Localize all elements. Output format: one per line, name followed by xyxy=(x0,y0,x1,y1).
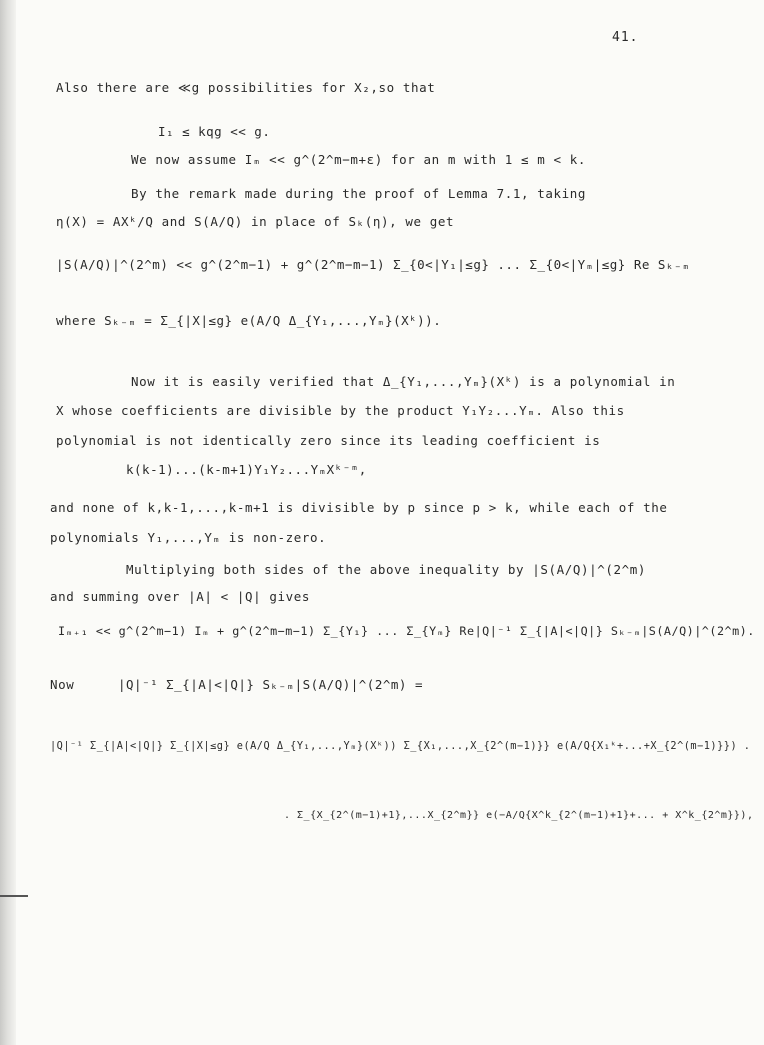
page-number: 41. xyxy=(612,30,639,45)
text-line-1: Also there are ≪g possibilities for X₂,so that xyxy=(56,80,436,95)
text-line-taking: η(X) = AXᵏ/Q and S(A/Q) in place of Sₖ(η), we get xyxy=(56,214,455,229)
text-line-coefficients: X whose coefficients are divisible by the product Y₁Y₂...Yₘ. Also this xyxy=(56,403,625,418)
text-line-remark: By the remark made during the proof of Lemma 7.1, taking xyxy=(131,186,587,201)
scan-edge-shadow xyxy=(0,0,16,1045)
equation-s-k-m: where Sₖ₋ₘ = Σ_{|X|≤g} e(A/Q Δ_{Y₁,...,Yₘ}(Xᵏ)). xyxy=(56,313,442,328)
text-line-multiplying: Multiplying both sides of the above inequality by |S(A/Q)|^(2^m) xyxy=(126,562,647,577)
text-line-now: Now xyxy=(50,677,75,692)
equation-expanded-sum: |Q|⁻¹ Σ_{|A|<|Q|} Σ_{|X|≤g} e(A/Q Δ_{Y₁,...,Yₘ}(Xᵏ)) Σ_{X₁,...,X_{2^(m−1)}} e(A/Q{X₁ᵏ+...+X_{2^(m−1)}}) . xyxy=(50,740,751,752)
text-line-polynomial: polynomial is not identically zero since its leading coefficient is xyxy=(56,433,601,448)
text-line-non-zero: polynomials Y₁,...,Yₘ is non-zero. xyxy=(50,530,327,545)
equation-leading-coefficient: k(k-1)...(k-m+1)Y₁Y₂...YₘXᵏ⁻ᵐ, xyxy=(126,462,367,477)
scan-edge-mark xyxy=(0,895,28,897)
text-line-none-divisible: and none of k,k-1,...,k-m+1 is divisible by p since p > k, while each of the xyxy=(50,500,668,515)
text-line-verified: Now it is easily verified that Δ_{Y₁,...,Yₘ}(Xᵏ) is a polynomial in xyxy=(131,374,676,389)
text-line-summing: and summing over |A| < |Q| gives xyxy=(50,589,311,604)
equation-i-m-plus-1: Iₘ₊₁ << g^(2^m−1) Iₘ + g^(2^m−m−1) Σ_{Y₁} ... Σ_{Yₘ} Re|Q|⁻¹ Σ_{|A|<|Q|} Sₖ₋ₘ|S(A/Q)|^(2^m). xyxy=(58,624,755,638)
text-line-assumption: We now assume Iₘ << g^(2^m−m+ε) for an m with 1 ≤ m < k. xyxy=(131,152,587,167)
equation-expanded-sum-continued: . Σ_{X_{2^(m−1)+1},...X_{2^m}} e(−A/Q{X^k_{2^(m−1)+1}+... + X^k_{2^m}}), xyxy=(284,810,754,821)
equation-i1-bound: I₁ ≤ kqg << g. xyxy=(158,124,271,139)
equation-q-inverse-sum: |Q|⁻¹ Σ_{|A|<|Q|} Sₖ₋ₘ|S(A/Q)|^(2^m) = xyxy=(118,677,423,692)
equation-s-bound: |S(A/Q)|^(2^m) << g^(2^m−1) + g^(2^m−m−1) Σ_{0<|Y₁|≤g} ... Σ_{0<|Yₘ|≤g} Re Sₖ₋ₘ xyxy=(56,257,691,272)
